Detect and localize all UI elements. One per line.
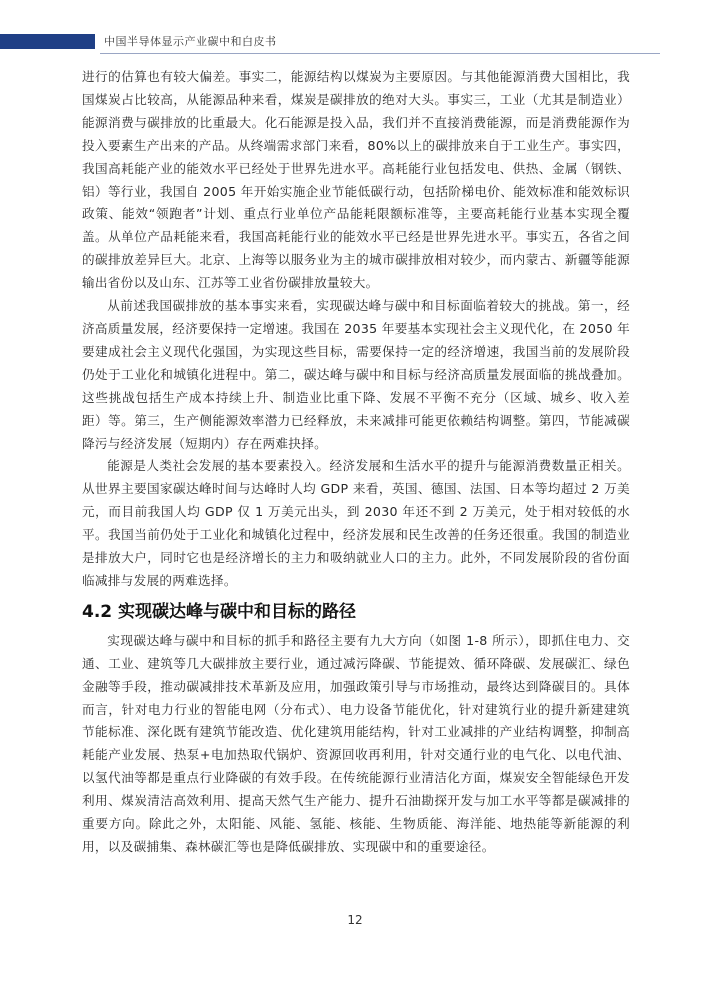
header-title: 中国半导体显示产业碳中和白皮书 xyxy=(104,35,277,48)
section-heading: 4.2 实现碳达峰与碳中和目标的路径 xyxy=(82,601,357,622)
header-accent-bar xyxy=(0,34,95,49)
body-paragraph: 从前述我国碳排放的基本事实来看，实现碳达峰与碳中和目标面临着较大的挑战。第一，经济高质量发展，经济要保持一定增速。我国在 2035 年要基本实现社会主义现代化，在 2050 年要建成社会主义现代化强国，为实现这些目标，需要保持一定的经济增速，我国当前的发展阶段仍处于工业化和城镇化进程中。第二，碳达峰与碳中和目标与经济高质量发展面临的挑战叠加。这些挑战包括生产成本持续上升、制造业比重下降、发展不平衡不充分（区域、城乡、收入差距）等。第三，生产侧能源效率潜力已经释放，未来减排可能更依赖结构调整。第四，节能减碳降污与经济发展（短期内）存在两难抉择。 xyxy=(82,298,630,451)
body-paragraph-continued: 进行的估算也有较大偏差。事实二，能源结构以煤炭为主要原因。与其他能源消费大国相比，我国煤炭占比较高，从能源品种来看，煤炭是碳排放的绝对大头。事实三，工业（尤其是制造业）能源消费与碳排放的比重最大。化石能源是投入品，我们并不直接消费能源，而是消费能源作为投入要素生产出来的产品。从终端需求部门来看，80%以上的碳排放来自于工业生产。事实四，我国高耗能产业的能效水平已经处于世界先进水平。高耗能行业包括发电、供热、金属（钢铁、铝）等行业，我国自 2005 年开始实施企业节能低碳行动，包括阶梯电价、能效标准和能效标识政策、能效“领跑者”计划、重点行业单位产品能耗限额标准等，主要高耗能行业基本实现全覆盖。从单位产品耗能来看，我国高耗能行业的能效水平已经是世界先进水平。事实五，各省之间的碳排放差异巨大。北京、上海等以服务业为主的城市碳排放相对较少，而内蒙古、新疆等能源输出省份以及山东、江苏等工业省份碳排放量较大。 xyxy=(82,69,630,291)
header-divider xyxy=(100,53,660,54)
body-paragraph: 能源是人类社会发展的基本要素投入。经济发展和生活水平的提升与能源消费数量正相关。从世界主要国家碳达峰时间与达峰时人均 GDP 来看，英国、德国、法国、日本等均超过 2 万美元，而目前我国人均 GDP 仅 1 万美元出头，到 2030 年还不到 2 万美元，处于相对较低的水平。我国当前仍处于工业化和城镇化过程中，经济发展和民生改善的任务还很重。我国的制造业是排放大户，同时它也是经济增长的主力和吸纳就业人口的主力。此外，不同发展阶段的省份面临减排与发展的两难选择。 xyxy=(82,458,630,588)
page-number: 12 xyxy=(347,913,363,927)
page-body xyxy=(82,66,630,859)
page-header xyxy=(0,14,710,54)
section-paragraph: 实现碳达峰与碳中和目标的抓手和路径主要有九大方向（如图 1-8 所示），即抓住电力、交通、工业、建筑等几大碳排放主要行业，通过减污降碳、节能提效、循环降碳、发展碳汇、绿色金融等手段，推动碳减排技术革新及应用，加强政策引导与市场推动，最终达到降碳目的。具体而言，针对电力行业的智能电网（分布式）、电力设备节能优化，针对建筑行业的提升新建建筑节能标准、深化既有建筑节能改造、优化建筑用能结构，针对工业减排的产业结构调整，抑制高耗能产业发展、热泵+电加热取代锅炉、资源回收再利用，针对交通行业的电气化、以电代油、以氢代油等都是重点行业降碳的有效手段。在传统能源行业清洁化方面，煤炭安全智能绿色开发利用、煤炭清洁高效利用、提高天然气生产能力、提升石油勘探开发与加工水平等都是碳减排的重要方向。除此之外，太阳能、风能、氢能、核能、生物质能、海洋能、地热能等新能源的利用，以及碳捕集、森林碳汇等也是降低碳排放、实现碳中和的重要途径。 xyxy=(82,632,630,854)
